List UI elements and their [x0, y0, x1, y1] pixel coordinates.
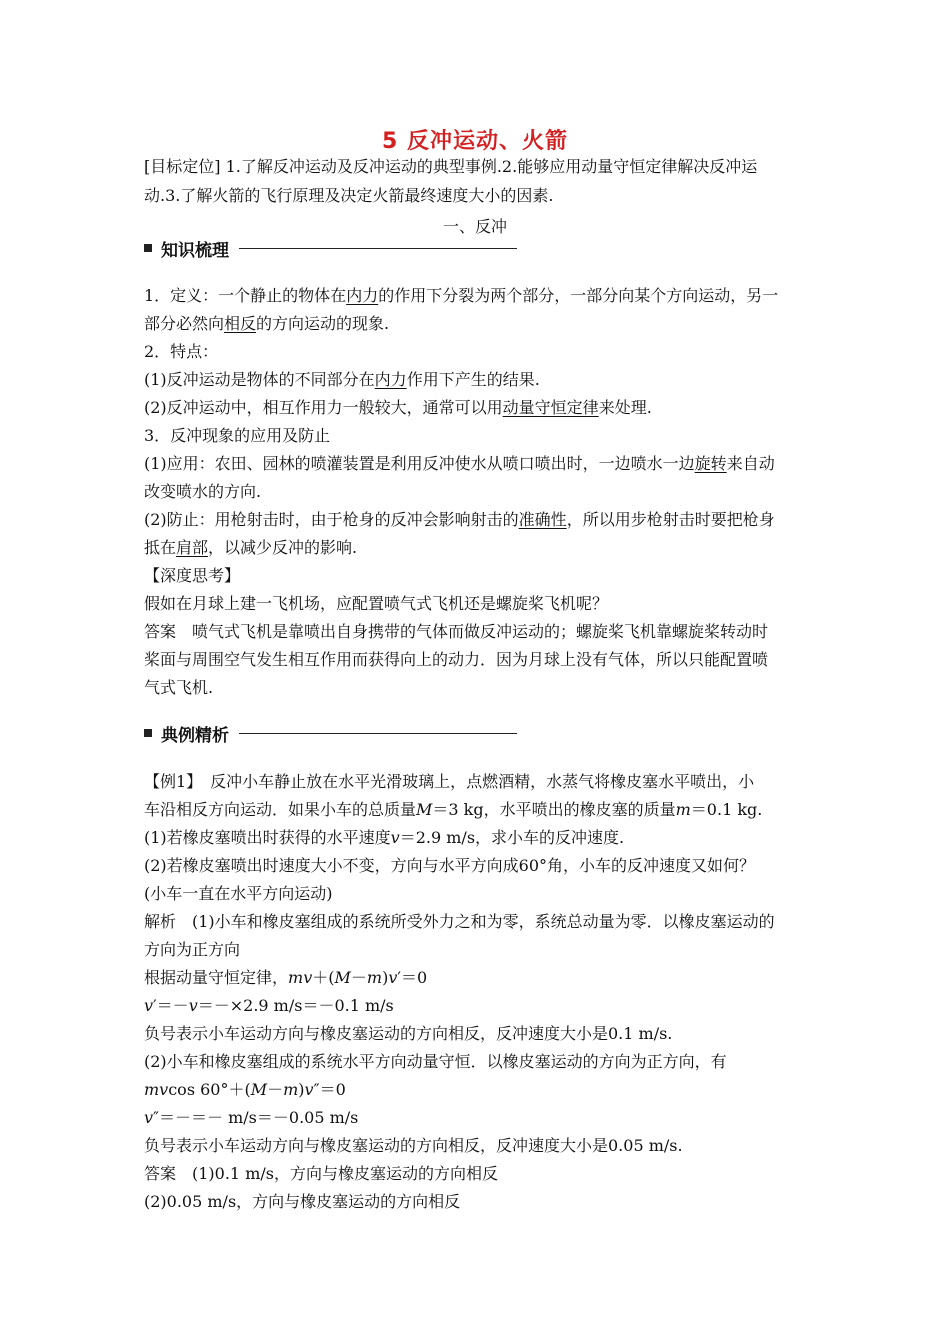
feature-1: (1)反冲运动是物体的不同部分在内力作用下产生的结果. [144, 370, 540, 389]
section-rule [239, 248, 517, 249]
example-line-13: v″＝－＝－ m/s＝－0.05 m/s [144, 1108, 359, 1127]
feature-2: (2)反冲运动中，相互作用力一般较大，通常可以用动量守恒定律来处理. [144, 398, 652, 417]
example-line-7: 方向为正方向 [144, 940, 241, 959]
page-title: 5 反冲运动、火箭 [382, 129, 568, 154]
example-line-8: 根据动量守恒定律，mv＋(M－m)v′＝0 [144, 968, 428, 987]
example-line-11: (2)小车和橡皮塞组成的系统水平方向动量守恒．以橡皮塞运动的方向为正方向，有 [144, 1052, 727, 1071]
underlined-term: 动量守恒定律 [502, 398, 599, 417]
example-line-1: 【例1】 反冲小车静止放在水平光滑玻璃上，点燃酒精，水蒸气将橡皮塞水平喷出，小 [144, 772, 755, 791]
objective-line-2: 动.3.了解火箭的飞行原理及决定火箭最终速度大小的因素. [144, 186, 554, 205]
subheading: 一、反冲 [442, 217, 507, 236]
section-label: 知识梳理 [161, 240, 229, 261]
underlined-term: 内力 [346, 286, 379, 305]
example-answer-line-2: (2)0.05 m/s，方向与橡皮塞运动的方向相反 [144, 1192, 461, 1211]
section-knowledge [144, 237, 517, 259]
answer-line-3: 气式飞机. [144, 678, 214, 697]
application-1-line-2: 改变喷水的方向. [144, 482, 262, 501]
question: 假如在月球上建一飞机场，应配置喷气式飞机还是螺旋桨飞机呢？ [144, 594, 609, 613]
example-line-4: (2)若橡皮塞喷出时速度大小不变，方向与水平方向成60°角，小车的反冲速度又如何？ [144, 856, 756, 875]
application-2-line-2: 抵在肩部，以减少反冲的影响. [144, 538, 358, 557]
example-answer-line-1: 答案 (1)0.1 m/s，方向与橡皮塞运动的方向相反 [144, 1164, 498, 1183]
example-line-12: mvcos 60°＋(M－m)v″＝0 [144, 1080, 346, 1099]
underlined-term: 准确性 [518, 510, 567, 529]
objective-line-1: [目标定位] 1.了解反冲运动及反冲运动的典型事例.2.能够应用动量守恒定律解决反冲运 [144, 157, 758, 176]
example-line-2: 车沿相反方向运动．如果小车的总质量M＝3 kg，水平喷出的橡皮塞的质量m＝0.1 kg. [144, 800, 763, 819]
square-bullet-icon [144, 729, 152, 737]
answer-line-2: 桨面与周围空气发生相互作用而获得向上的动力．因为月球上没有气体，所以只能配置喷 [144, 650, 769, 669]
deep-thinking-heading: 【深度思考】 [144, 566, 241, 585]
example-line-14: 负号表示小车运动方向与橡皮塞运动的方向相反，反冲速度大小是0.05 m/s. [144, 1136, 683, 1155]
definition-line-2: 部分必然向相反的方向运动的现象. [144, 314, 390, 333]
application-heading: 3．反冲现象的应用及防止 [144, 426, 331, 445]
square-bullet-icon [144, 244, 152, 252]
underlined-term: 相反 [224, 314, 257, 333]
answer-line-1: 答案 喷气式飞机是靠喷出自身携带的气体而做反冲运动的；螺旋桨飞机靠螺旋桨转动时 [144, 622, 769, 641]
underlined-term: 内力 [374, 370, 407, 389]
section-rule [239, 733, 517, 734]
application-2-line-1: (2)防止：用枪射击时，由于枪身的反冲会影响射击的准确性，所以用步枪射击时要把枪身 [144, 510, 775, 529]
application-1-line-1: (1)应用：农田、园林的喷灌装置是利用反冲使水从喷口喷出时，一边喷水一边旋转来自动 [144, 454, 775, 473]
definition-line-1: 1．定义：一个静止的物体在内力的作用下分裂为两个部分，一部分向某个方向运动，另一 [144, 286, 779, 305]
example-line-9: v′＝－v＝－×2.9 m/s＝－0.1 m/s [144, 996, 394, 1015]
example-line-5: (小车一直在水平方向运动) [144, 884, 333, 903]
features-heading: 2．特点： [144, 342, 219, 361]
section-examples [144, 722, 517, 744]
example-line-6: 解析 (1)小车和橡皮塞组成的系统所受外力之和为零，系统总动量为零．以橡皮塞运动的 [144, 912, 775, 931]
underlined-term: 旋转 [694, 454, 727, 473]
section-label: 典例精析 [161, 725, 229, 746]
example-line-3: (1)若橡皮塞喷出时获得的水平速度v＝2.9 m/s，求小车的反冲速度. [144, 828, 625, 847]
example-line-10: 负号表示小车运动方向与橡皮塞运动的方向相反，反冲速度大小是0.1 m/s. [144, 1024, 673, 1043]
underlined-term: 肩部 [176, 538, 209, 557]
